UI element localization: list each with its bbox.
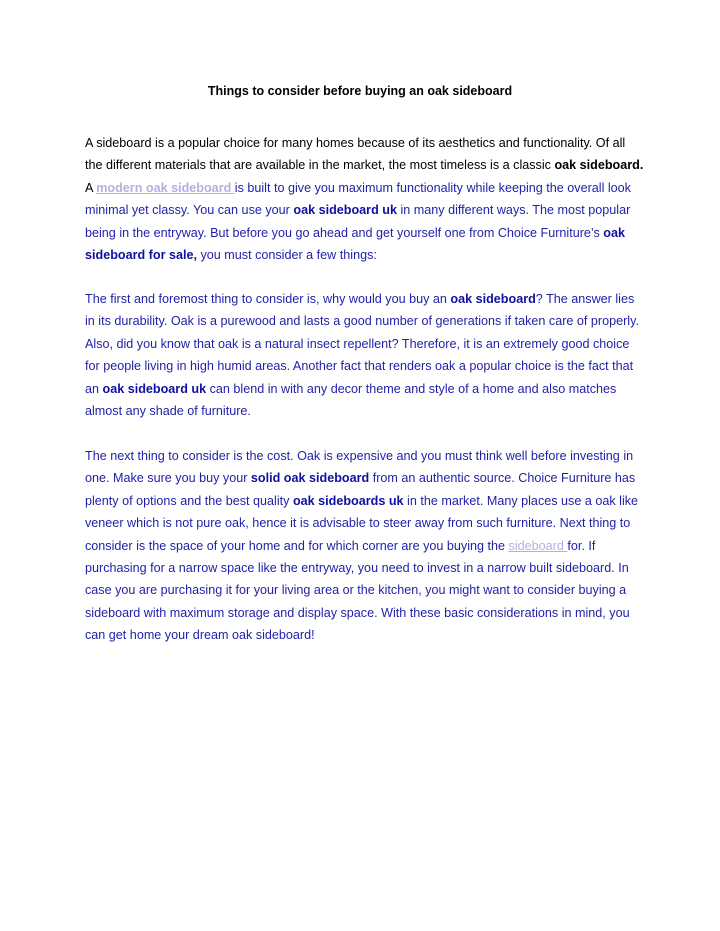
intro-bold-oak-sideboard: oak sideboard.: [554, 158, 644, 173]
durability-text-1: The first and foremost thing to consider is, why would you buy an: [85, 292, 451, 306]
durability-bold-oak-sideboard: oak sideboard: [450, 292, 536, 306]
modern-oak-sideboard-link[interactable]: modern oak sideboard: [96, 180, 235, 195]
durability-text-3: can blend in with any decor theme and style of a home and also matches almost any shade of furniture.: [85, 381, 617, 419]
durability-text-2: ? The answer lies in its durability. Oak is a purewood and lasts a good number of generations if taken care of properly. Also, did you know that oak is a natural insect repellent? Therefore, it is an extremely good choice for people living in high humid areas. Another fact that renders oak a popular choice is the fact that an: [85, 292, 639, 396]
cost-text-3: in the market. Many places use a oak like veneer which is not pure oak, hence it is advisable to steer away from such furniture. Next thing to consider is the space of your home and for which corner are you buying the: [85, 493, 639, 553]
intro-bold-oak-sideboard-uk: oak sideboard uk: [293, 203, 397, 218]
cost-text-2: from an authentic source. Choice Furniture has plenty of options and the best quality: [85, 471, 636, 508]
intro-bold-oak-sideboard-for-sale: oak sideboard for sale,: [85, 225, 625, 263]
intro-text-3: is built to give you maximum functionality while keeping the overall look minimal yet classy. You can use your: [85, 180, 631, 218]
paragraph-durability: [85, 288, 645, 422]
intro-text-1: A sideboard is a popular choice for many homes because of its aesthetics and functionality. Of all the different materials that are available in the market, the most timeless is a classic: [85, 136, 626, 173]
document-title: Things to consider before buying an oak sideboard: [207, 84, 513, 98]
intro-text-2: A: [85, 180, 97, 195]
paragraph-cost: [85, 445, 645, 647]
cost-bold-oak-sideboards-uk: oak sideboards uk: [292, 493, 404, 508]
intro-text-5: you must consider a few things:: [196, 248, 377, 263]
sideboard-link[interactable]: sideboard: [508, 538, 568, 553]
cost-text-1: The next thing to consider is the cost. Oak is expensive and you must think well before investing in one. Make sure you buy your: [85, 449, 634, 486]
durability-bold-oak-sideboard-uk: oak sideboard uk: [102, 381, 207, 396]
cost-bold-solid-oak-sideboard: solid oak sideboard: [250, 471, 370, 486]
paragraph-intro: [85, 132, 645, 266]
intro-text-4: in many different ways. The most popular being in the entryway. But before you go ahead and get yourself one from Choice Furniture’s: [85, 203, 631, 240]
cost-text-4: for. If purchasing for a narrow space like the entryway, you need to invest in a narrow built sideboard. In case you are purchasing it for your living area or the kitchen, you might want to consider buying a sideboard with maximum storage and display space. With these basic considerations in mind, you can get home your dream oak sideboard!: [85, 538, 630, 643]
